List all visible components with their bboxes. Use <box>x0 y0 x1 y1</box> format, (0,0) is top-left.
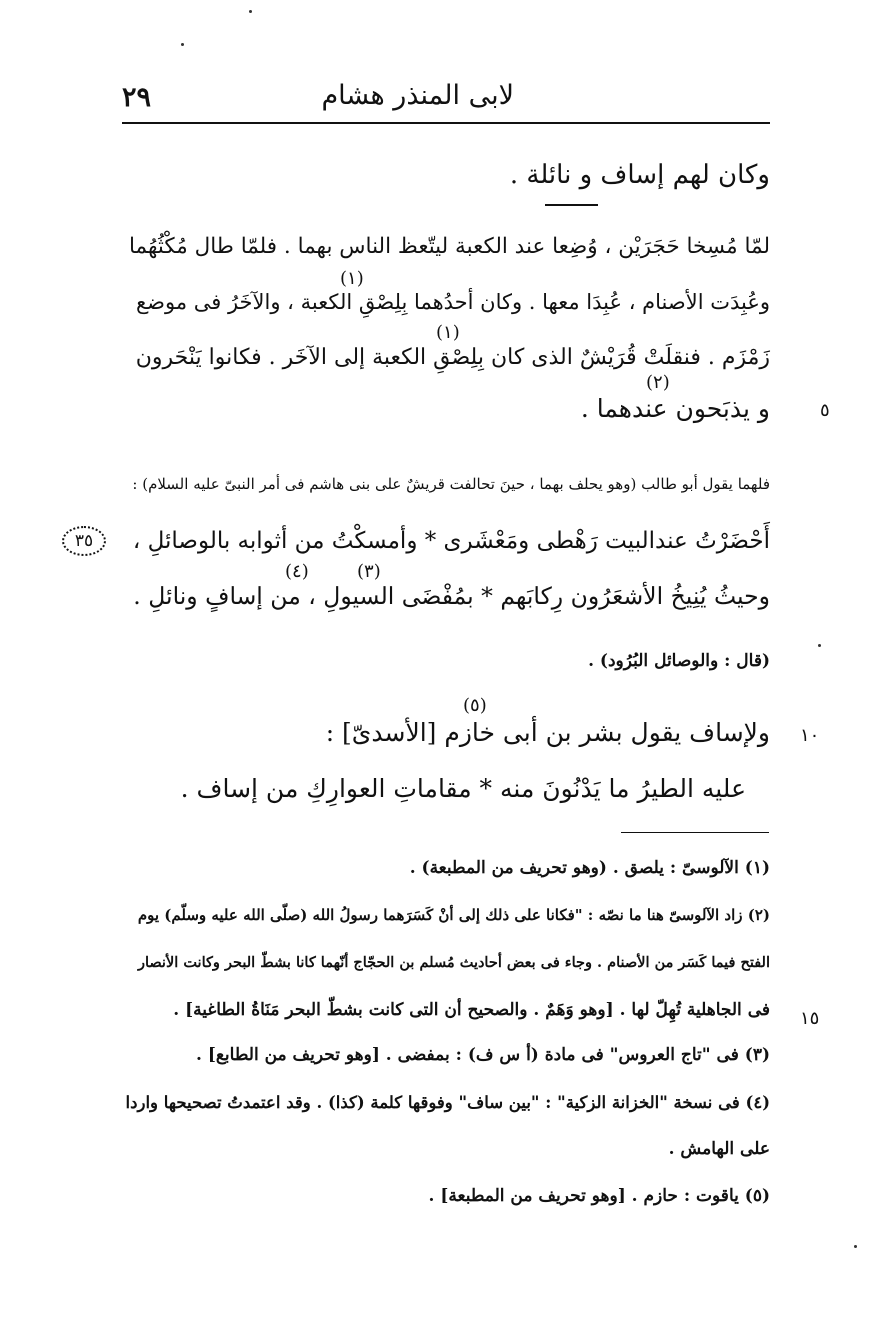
scan-speck <box>181 43 184 46</box>
scan-speck <box>854 1245 857 1248</box>
margin-line-number: ٥ <box>820 400 830 421</box>
footnote-marker: (١) <box>436 322 460 343</box>
scan-speck <box>818 644 821 647</box>
section-heading: وكان لهم إساف و نائلة . <box>509 160 770 190</box>
poem-intro: فلهما يقول أبو طالب (وهو يحلف بهما ، حينَ تحالفت قريشٌ على بنى هاشم فى أمر النبىّ عليه السلام) : <box>132 475 770 493</box>
second-poem-intro: ولإساف يقول بشر بن أبى خازم [الأسدىّ] : <box>325 718 770 747</box>
paragraph-line: زَمْزَم . فنقلَتْ قُرَيْشٌ الذى كان بِلِصْقِ الكعبة إلى الآخَر . فكانوا يَنْحَرون <box>135 345 770 370</box>
margin-line-number: ١٥ <box>800 1008 820 1029</box>
heading-underline <box>545 204 598 206</box>
paragraph-line: و يذبَحون عندهما . <box>580 394 770 423</box>
verse-line: أَحْضَرْتُ عندالبيت رَهْطى ومَعْشَرى * وأمسكْتُ من أثوابه بالوصائلِ ، <box>132 528 770 554</box>
paragraph-line: لمّا مُسِخا حَجَرَيْن ، وُضِعا عند الكعبة ليتّعظ الناس بهما . فلمّا طال مُكْثُهُما <box>128 234 770 259</box>
footnote-line: الفتح فيما كَسَر من الأصنام . وجاء فى بعض أحاديث مُسلم بن الحجّاج أنّهما كانا بشطّ البحر وكانت الأنصار <box>137 954 770 971</box>
page-seal: ٣٥ <box>62 526 106 556</box>
scan-speck <box>249 10 252 13</box>
footnote-marker: (٢) <box>646 372 670 393</box>
verse-line: عليه الطيرُ ما يَدْنُونَ منه * مقاماتِ العوارِكِ من إساف . <box>180 774 746 803</box>
footnote-line: (٤) فى نسخة "الخزانة الزكية" : "بين ساف" وفوقها كلمة (كذا) . وقد اعتمدتُ تصحيحها واردا <box>125 1093 770 1112</box>
footnote-line: (١) الآلوسىّ : يلصق . (وهو تحريف من المطبعة) . <box>409 858 770 878</box>
footnote-line: فى الجاهلية تُهِلّ لها . [وهو وَهَمٌ . والصحيح أن التى كانت بشطّ البحر مَنَاةُ الطاغية] . <box>173 1000 770 1020</box>
footnote-marker: (٣) <box>357 561 381 582</box>
footnote-line: على الهامش . <box>668 1139 770 1159</box>
footnote-line: (٢) زاد الآلوسىّ هنا ما نصّه : "فكانا على ذلك إلى أنْ كَسَرَهما رسولُ الله (صلّى الله عليه وسلّم) يوم <box>137 906 770 924</box>
page-number: ٢٩ <box>122 82 152 113</box>
footnote-marker: (٤) <box>285 561 309 582</box>
footnote-line: (٥) ياقوت : حازم . [وهو تحريف من المطبعة] . <box>428 1186 770 1206</box>
header-rule <box>122 122 770 124</box>
margin-line-number: ١٠ <box>800 725 820 746</box>
poem-note: (قال : والوصائل البُرُود) . <box>588 651 770 671</box>
footnote-marker: (١) <box>340 268 364 289</box>
footnote-rule <box>621 832 769 833</box>
verse-line: وحيثُ يُنِيخُ الأشعَرُون رِكابَهم * بمُفْضَى السيولِ ، من إسافٍ ونائلِ . <box>133 582 770 610</box>
paragraph-line: وعُبِدَت الأصنام ، عُبِدَا معها . وكان أحدُهما بِلِصْقِ الكعبة ، والآخَرُ فى موضع <box>135 290 770 314</box>
running-title: لابى المنذر هشام <box>321 80 514 111</box>
footnote-line: (٣) فى "تاج العروس" فى مادة (أ س ف) : بمفضى . [وهو تحريف من الطابع] . <box>195 1045 770 1065</box>
footnote-marker: (٥) <box>463 695 487 716</box>
